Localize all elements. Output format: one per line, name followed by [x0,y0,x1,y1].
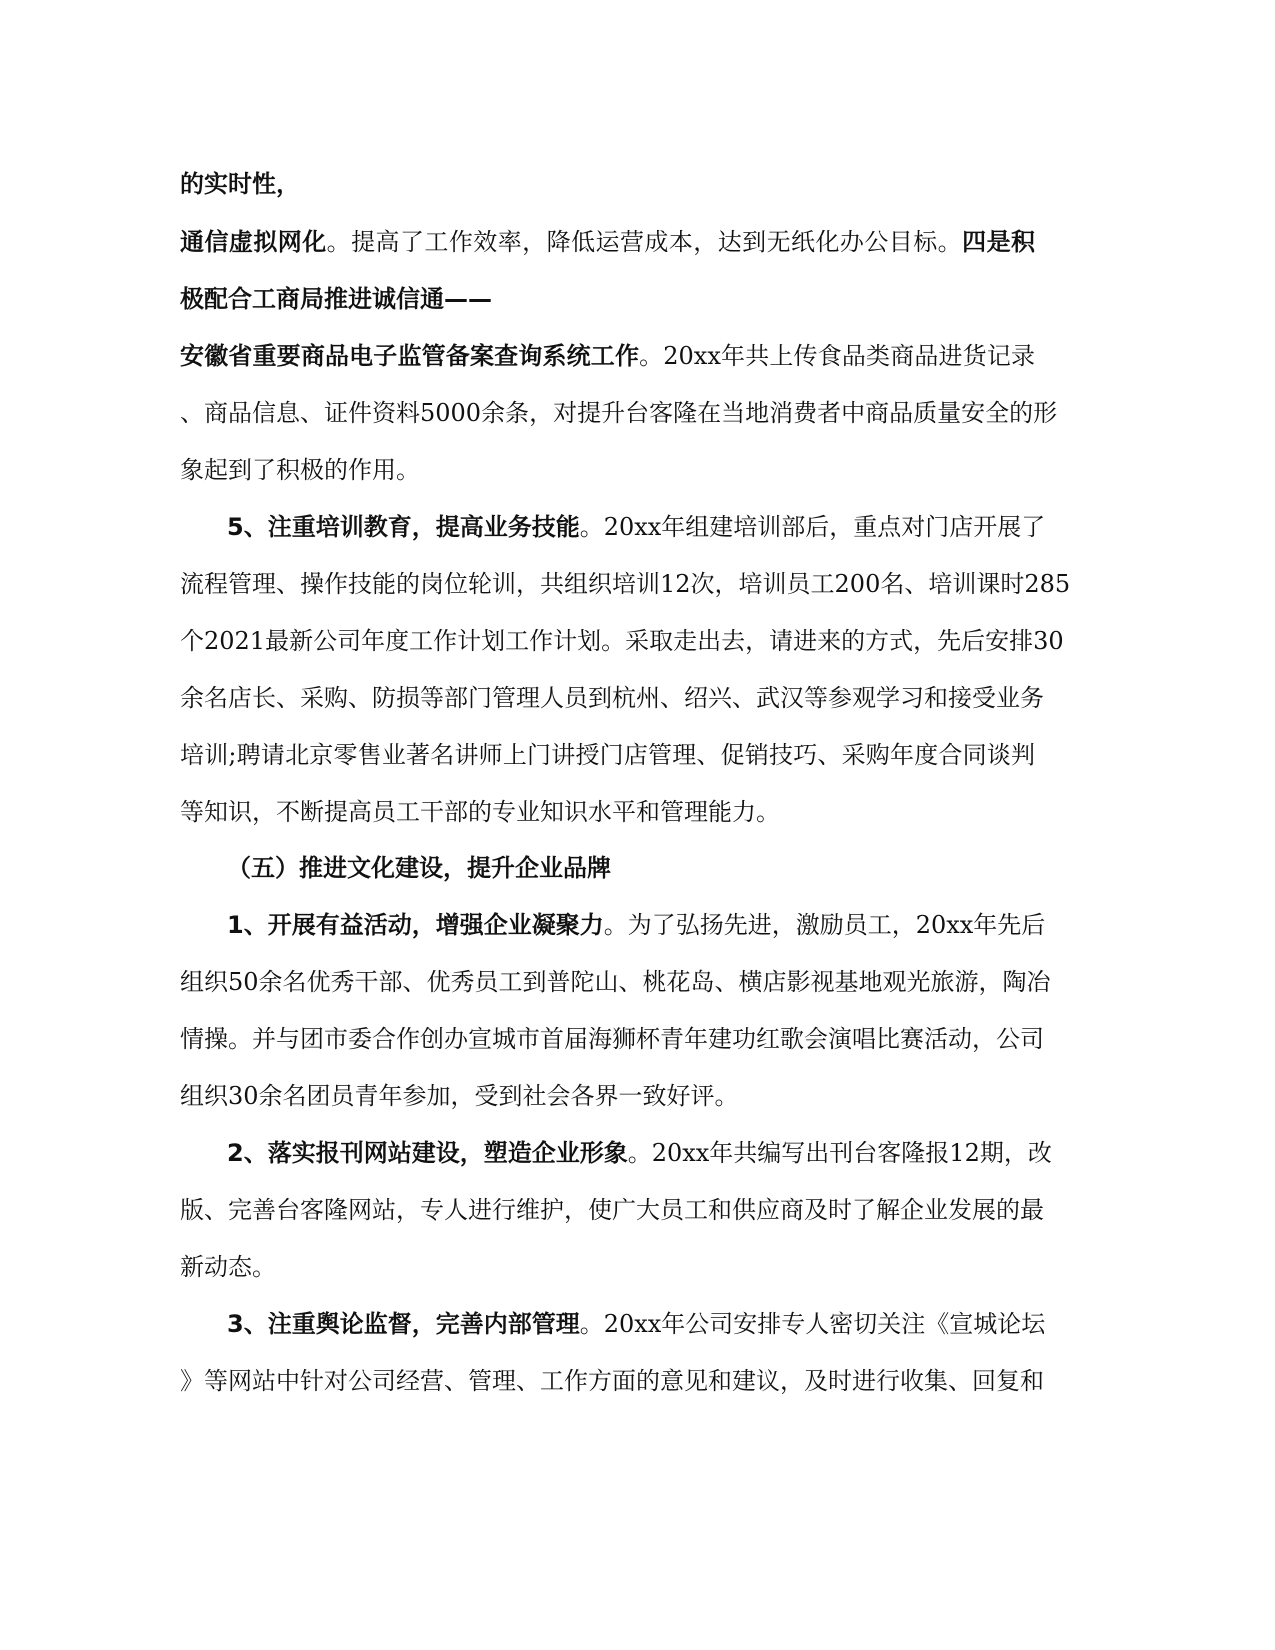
bold-run: 四是积 [962,228,1036,256]
text-line [180,226,1035,258]
bold-run: 1、开展有益活动，增强企业凝聚力 [227,911,604,939]
text-run: 》等网站中针对公司经营、管理、工作方面的意见和建议，及时进行收集、回复和 [180,1367,1044,1395]
bold-run: 安徽省重要商品电子监管备案查询系统工作 [180,342,640,370]
text-line [180,1194,1044,1226]
text-run: 个2021最新公司年度工作计划工作计划。采取走出去，请进来的方式，先后安排30 [180,627,1064,655]
text-run: 培训;聘请北京零售业著名讲师上门讲授门店管理、促销技巧、采购年度合同谈判 [180,741,1035,769]
text-run: 。提高了工作效率，降低运营成本，达到无纸化办公目标。 [326,228,963,256]
text-run: 、商品信息、证件资料5000余条，对提升台客隆在当地消费者中商品质量安全的形 [180,399,1058,427]
paragraph-heading-line [227,511,1046,543]
text-run: 等知识，不断提高员工干部的专业知识水平和管理能力。 [180,798,780,826]
text-line [180,397,1058,429]
text-run: 。为了弘扬先进，激励员工，20xx年先后 [603,911,1046,939]
text-line [180,340,1035,372]
text-line [180,966,1051,998]
section-heading [227,852,611,884]
text-run: 组织30余名团员青年参加，受到社会各界一致好评。 [180,1082,739,1110]
bold-run: 2、落实报刊网站建设，塑造企业形象 [227,1139,628,1167]
text-line [180,568,1071,600]
text-line [180,283,492,315]
text-line [180,682,1044,714]
text-line [180,1023,1044,1055]
text-line [180,1365,1044,1397]
text-line [180,625,1064,657]
paragraph-heading-line [227,1137,1052,1169]
paragraph-heading-line [227,1308,1046,1340]
text-line [180,454,420,486]
text-line [180,739,1035,771]
bold-run: 3、注重舆论监督，完善内部管理 [227,1310,580,1338]
bold-run: （五）推进文化建设，提升企业品牌 [227,854,611,882]
bold-run: 5、注重培训教育，提高业务技能 [227,513,580,541]
text-line [180,796,780,828]
paragraph-heading-line [227,909,1046,941]
text-run: 。20xx年公司安排专人密切关注《宣城论坛 [579,1310,1046,1338]
text-run: 流程管理、操作技能的岗位轮训，共组织培训12次，培训员工200名、培训课时285 [180,570,1071,598]
text-run: 组织50余名优秀干部、优秀员工到普陀山、桃花岛、横店影视基地观光旅游，陶冶 [180,968,1051,996]
bold-run: 的实时性， [180,170,300,198]
text-run: 新动态。 [180,1253,276,1281]
text-run: 。20xx年共编写出刊台客隆报12期，改 [627,1139,1052,1167]
text-line [180,1251,276,1283]
text-run: 象起到了积极的作用。 [180,456,420,484]
bold-run: 通信虚拟网化 [180,228,327,256]
bold-run: 极配合工商局推进诚信通—— [180,285,492,313]
text-line [180,1080,739,1112]
text-run: 情操。并与团市委合作创办宣城市首届海狮杯青年建功红歌会演唱比赛活动，公司 [180,1025,1044,1053]
text-line [180,168,300,200]
text-run: 余名店长、采购、防损等部门管理人员到杭州、绍兴、武汉等参观学习和接受业务 [180,684,1044,712]
text-run: 。20xx年共上传食品类商品进货记录 [639,342,1036,370]
text-run: 版、完善台客隆网站，专人进行维护，使广大员工和供应商及时了解企业发展的最 [180,1196,1044,1224]
text-run: 。20xx年组建培训部后，重点对门店开展了 [579,513,1046,541]
